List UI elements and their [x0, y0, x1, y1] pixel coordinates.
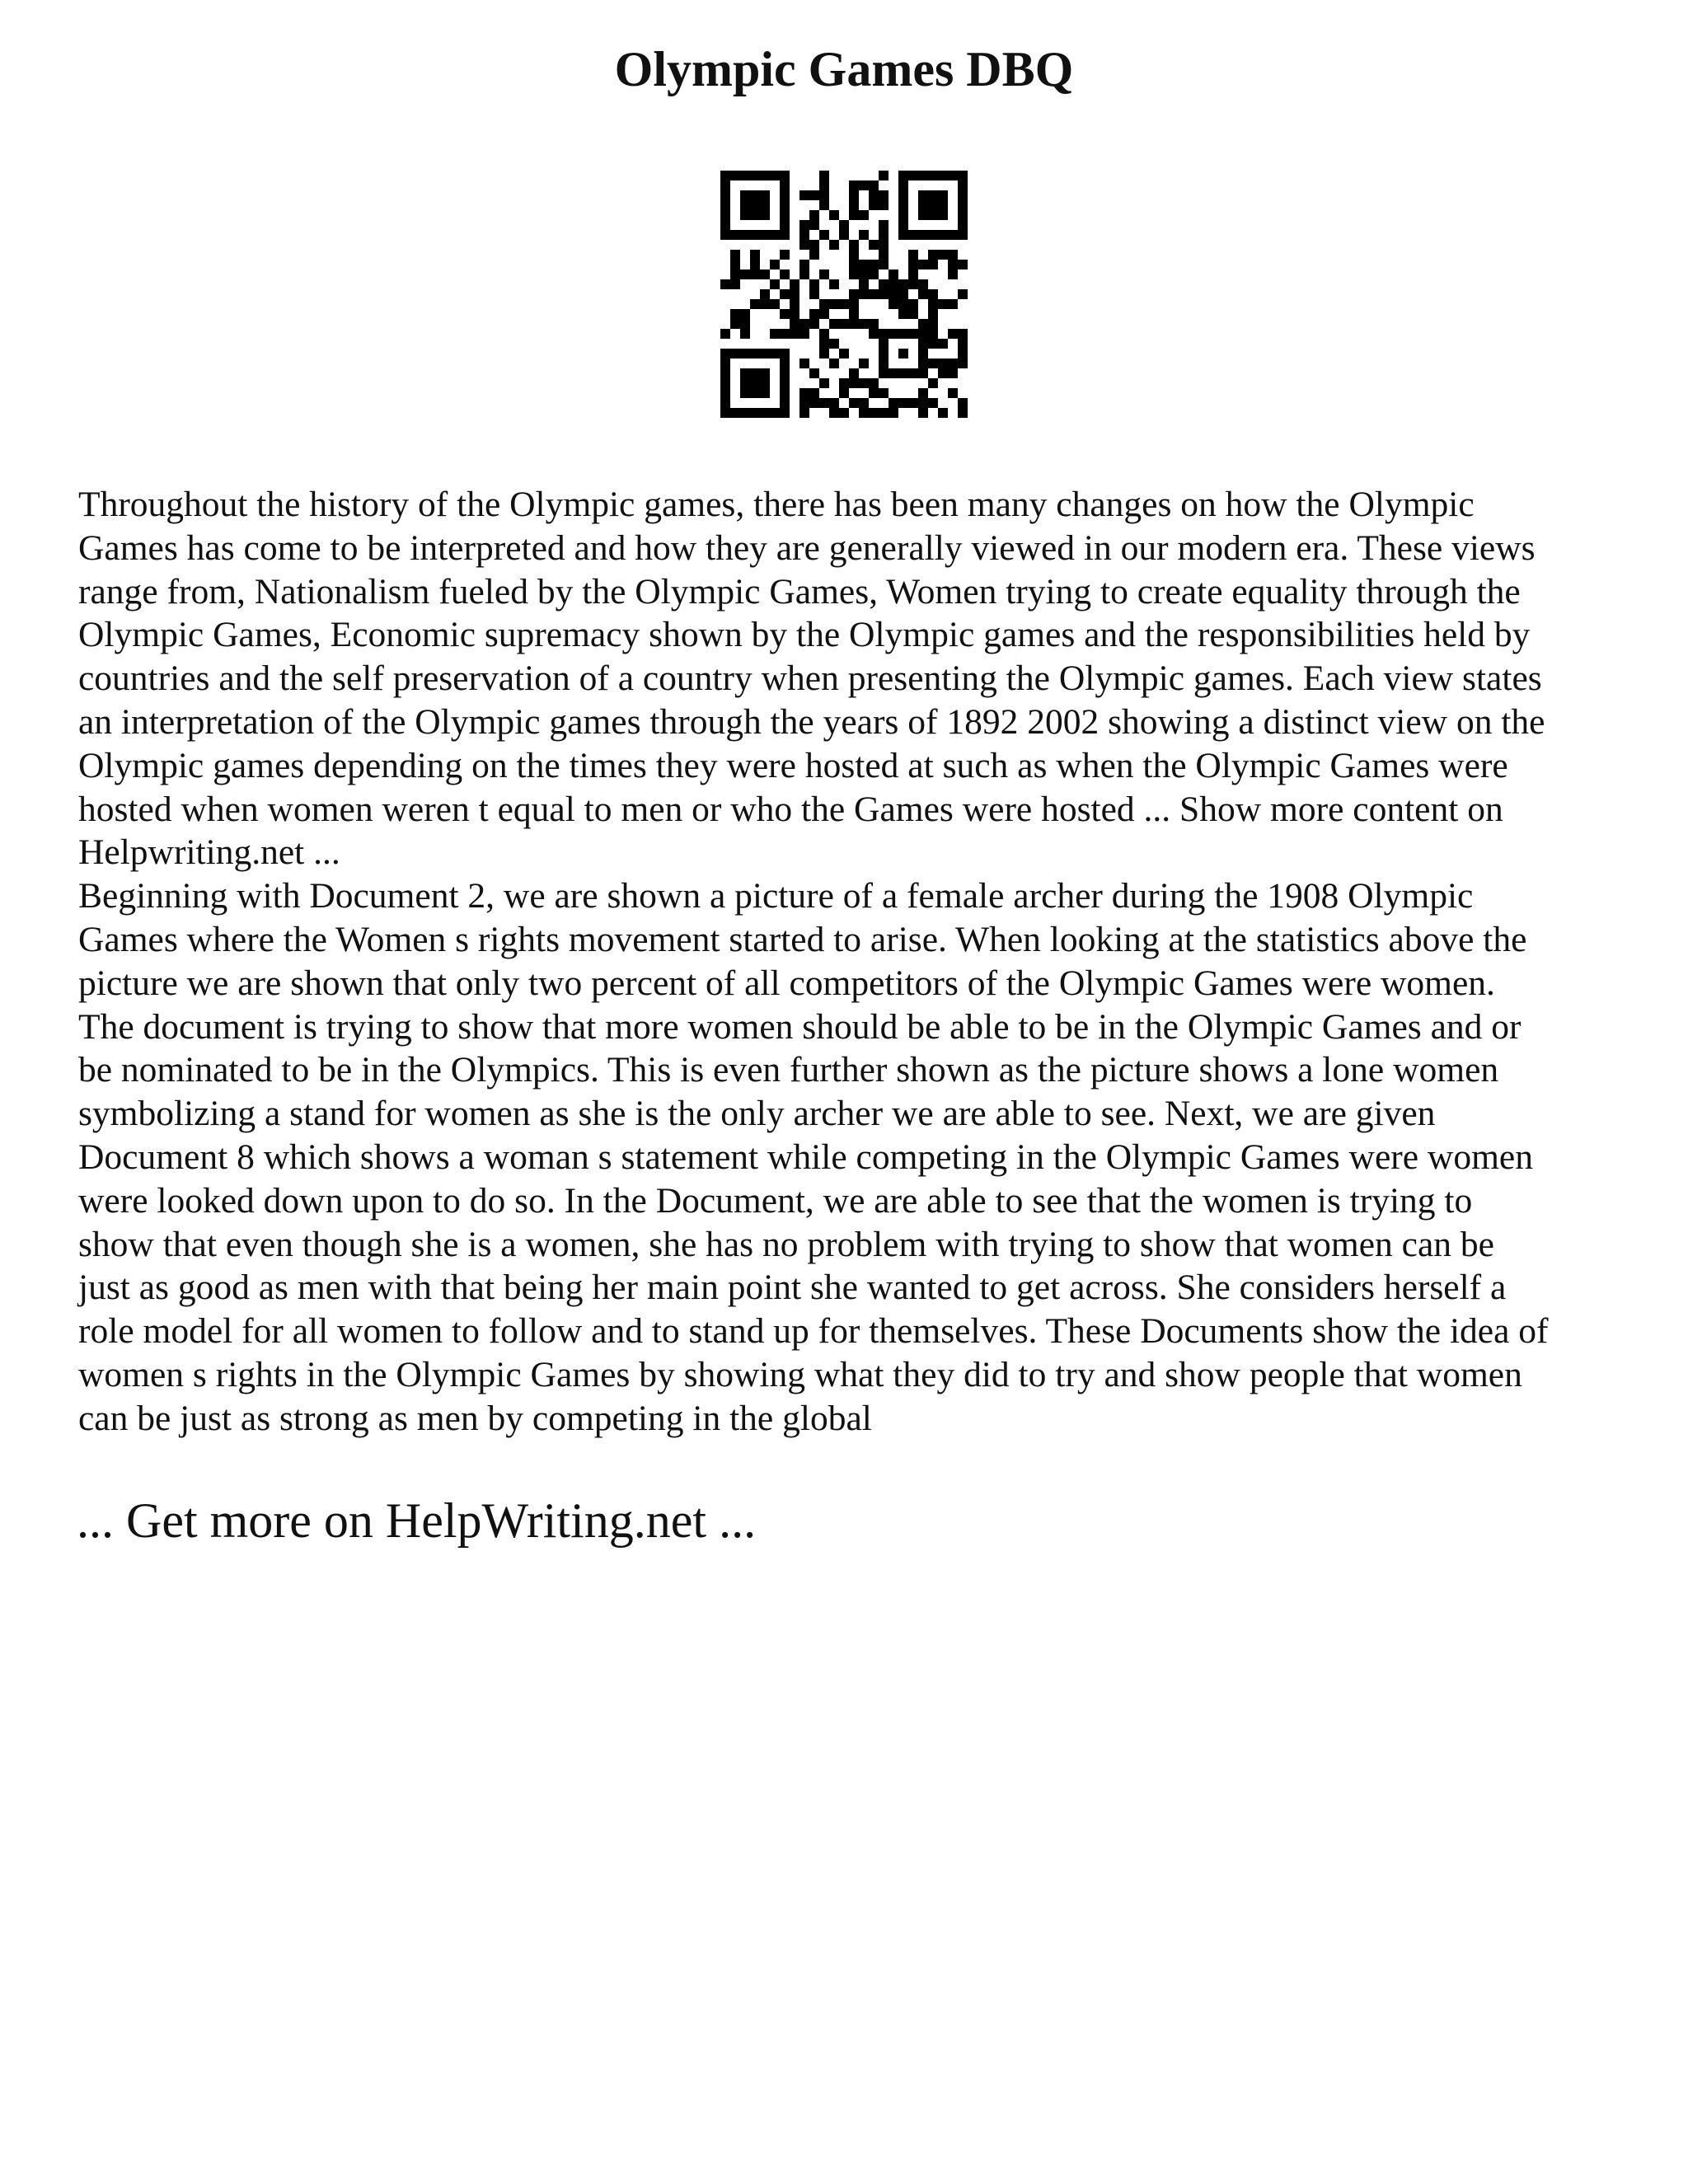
text-line: just as good as men with that being her main point she wanted to get across. She considers herself a — [78, 1268, 1507, 1308]
text-line: can be just as strong as men by competing in the global — [78, 1398, 872, 1438]
text-line: Olympic games depending on the times they were hosted at such as when the Olympic Games were — [78, 745, 1508, 785]
text-line: symbolizing a stand for women as she is the only archer we are able to see. Next, we are given — [78, 1094, 1436, 1134]
text-line: range from, Nationalism fueled by the Olympic Games, Women trying to create equality through the — [78, 571, 1521, 612]
text-line: Games has come to be interpreted and how they are generally viewed in our modern era. These views — [78, 527, 1536, 568]
get-more-link[interactable]: ... Get more on HelpWriting.net ... — [77, 1493, 757, 1548]
text-line: picture we are shown that only two percent of all competitors of the Olympic Games were women. — [78, 963, 1495, 1003]
paragraph-2 — [78, 874, 1628, 1440]
text-line: role model for all women to follow and to stand up for themselves. These Documents show the idea of — [78, 1311, 1549, 1352]
text-line: The document is trying to show that more women should be able to be in the Olympic Games and or — [78, 1006, 1522, 1047]
text-line: Document 8 which shows a woman s statement while competing in the Olympic Games were women — [78, 1137, 1533, 1177]
text-line: Throughout the history of the Olympic games, there has been many changes on how the Olympic — [78, 485, 1475, 524]
text-line: an interpretation of the Olympic games through the years of 1892 2002 showing a distinct view on the — [78, 701, 1545, 742]
text-line: Helpwriting.net ... — [78, 832, 340, 873]
text-line: Games where the Women s rights movement started to arise. When looking at the statistics above the — [78, 919, 1527, 959]
text-line: were looked down upon to do so. In the Document, we are able to see that the women is trying to — [78, 1180, 1473, 1221]
text-line: show that even though she is a women, she has no problem with trying to show that women can be — [78, 1224, 1494, 1264]
text-line: Beginning with Document 2, we are shown a picture of a female archer during the 1908 Olympic — [78, 876, 1474, 916]
text-line: countries and the self preservation of a country when presenting the Olympic games. Each view states — [78, 658, 1542, 699]
text-line: be nominated to be in the Olympics. This is even further shown as the picture shows a lone women — [78, 1050, 1499, 1090]
document-body — [78, 483, 1628, 1441]
text-line: women s rights in the Olympic Games by showing what they did to try and show people that women — [78, 1354, 1522, 1394]
paragraph-1 — [78, 483, 1628, 874]
text-line: hosted when women weren t equal to men or who the Games were hosted ... Show more content on — [78, 789, 1503, 829]
text-line: Olympic Games, Economic supremacy shown by the Olympic games and the responsibilities held by — [78, 615, 1531, 655]
qr-code-icon — [720, 171, 968, 418]
document-title: Olympic Games DBQ — [614, 42, 1074, 96]
